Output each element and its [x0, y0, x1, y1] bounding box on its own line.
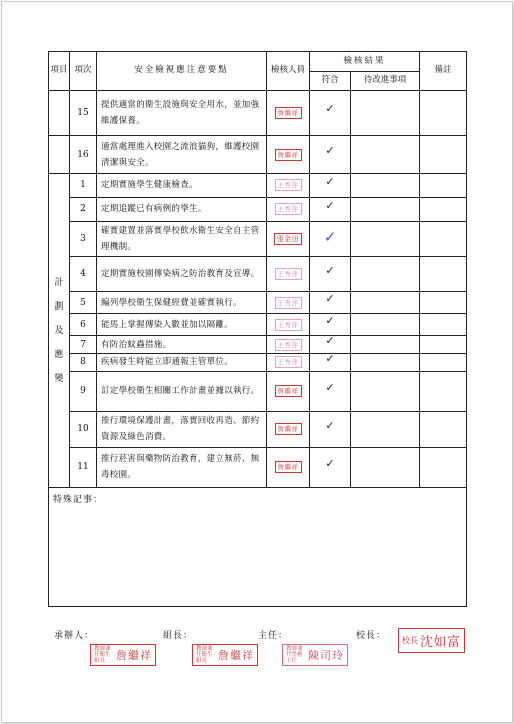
pass-cell — [310, 314, 351, 336]
header-inspector: 檢核人員 — [267, 52, 310, 91]
leader-label: 組長： — [163, 631, 194, 641]
check-mark: ✓ — [325, 314, 335, 328]
remark-cell — [420, 90, 467, 136]
check-mark: ✓ — [325, 418, 335, 432]
inspector-stamp: 王秀萍 — [275, 268, 302, 280]
inspector-cell — [267, 314, 310, 336]
inspector-cell — [267, 412, 310, 447]
todo-cell — [351, 353, 420, 371]
check-point-text: 有防治蚊蟲措施。 — [97, 336, 267, 354]
table-row — [49, 90, 467, 136]
check-point-text: 能馬上掌握傳染人數並加以隔離。 — [97, 314, 267, 336]
inspector-stamp: 王秀萍 — [275, 356, 302, 368]
remark-cell — [420, 292, 467, 314]
seq-number: 7 — [70, 336, 97, 354]
check-point-text: 定期實施校園傳染病之防治教育及宣導。 — [97, 257, 267, 292]
check-mark: ✓ — [325, 380, 335, 394]
check-point-text: 適當處理進入校園之流浪貓狗，維護校園清潔與安全。 — [97, 136, 267, 173]
table-row — [49, 412, 467, 447]
leader-stamp: 教師兼任衛生組長 詹繼祥 — [192, 644, 258, 666]
inspection-table — [48, 51, 467, 607]
category-char: 及 — [54, 325, 64, 336]
todo-cell — [351, 136, 420, 173]
table-row — [49, 336, 467, 354]
inspector-cell — [267, 90, 310, 136]
header-pass: 符合 — [310, 71, 351, 90]
category-cell-empty — [49, 136, 70, 173]
seq-number: 2 — [70, 197, 97, 221]
remark-cell — [420, 447, 467, 488]
header-seq: 項次 — [70, 52, 97, 91]
inspector-cell — [267, 447, 310, 488]
category-char: 變 — [54, 373, 64, 384]
handler-stamp: 教師兼任衛生組長 詹繼祥 — [90, 644, 156, 666]
remark-cell — [420, 221, 467, 256]
check-mark: ✓ — [325, 292, 335, 306]
special-notes-label: 特殊記事： — [53, 495, 104, 506]
seq-number: 1 — [70, 173, 97, 197]
inspector-stamp: 詹繼祥 — [275, 107, 302, 119]
seq-number: 5 — [70, 292, 97, 314]
todo-cell — [351, 447, 420, 488]
pass-cell — [310, 371, 351, 412]
remark-cell — [420, 197, 467, 221]
inspector-stamp: 王秀萍 — [275, 319, 302, 331]
table-row — [49, 221, 467, 256]
handler-label: 承辦人： — [54, 631, 95, 641]
pass-cell — [310, 173, 351, 197]
check-point-text: 推行菸害與藥物防治教育，建立無菸、無毒校園。 — [97, 447, 267, 488]
header-remark: 備註 — [420, 52, 467, 91]
table-row — [49, 257, 467, 292]
check-mark: ✓ — [323, 227, 337, 246]
seq-number: 3 — [70, 221, 97, 256]
remark-cell — [420, 257, 467, 292]
todo-cell — [351, 292, 420, 314]
pass-cell — [310, 136, 351, 173]
check-point-text: 疾病發生時能立即通報主管單位。 — [97, 353, 267, 371]
header-item: 項目 — [49, 52, 70, 91]
pass-cell — [310, 412, 351, 447]
director-stamp: 教師兼代學務主任 陳司玲 — [282, 644, 348, 666]
todo-cell — [351, 371, 420, 412]
seq-number: 15 — [70, 90, 97, 136]
director-label: 主任： — [258, 631, 289, 641]
todo-cell — [351, 90, 420, 136]
check-point-text: 確實建置並落實學校飲水衛生安全自主管理機制。 — [97, 221, 267, 256]
principal-stamp: 校長 沈如富 — [398, 628, 465, 653]
check-point-text: 推行環境保護計畫，落實回收再造、節約資源及綠色消費。 — [97, 412, 267, 447]
remark-cell — [420, 173, 467, 197]
inspector-stamp: 王秀萍 — [275, 203, 302, 215]
inspector-cell — [267, 353, 310, 371]
pass-cell — [310, 353, 351, 371]
header-todo: 待改進事項 — [351, 71, 420, 90]
inspector-cell — [267, 257, 310, 292]
category-char: 應 — [54, 349, 64, 360]
check-mark: ✓ — [325, 174, 335, 188]
table-row — [49, 447, 467, 488]
pass-cell — [310, 336, 351, 354]
check-point-text: 編列學校衛生保健經費並確實執行。 — [97, 292, 267, 314]
table-row — [49, 353, 467, 371]
todo-cell — [351, 314, 420, 336]
pass-cell — [310, 447, 351, 488]
remark-cell — [420, 371, 467, 412]
inspector-stamp: 詹繼祥 — [275, 461, 302, 473]
inspector-cell — [267, 173, 310, 197]
table-row — [49, 371, 467, 412]
inspector-stamp: 詹繼祥 — [275, 423, 302, 435]
inspector-cell — [267, 292, 310, 314]
todo-cell — [351, 221, 420, 256]
seq-number: 4 — [70, 257, 97, 292]
inspector-cell — [267, 197, 310, 221]
category-char: 劃 — [54, 301, 64, 312]
inspector-stamp: 詹繼祥 — [275, 385, 302, 397]
seq-number: 16 — [70, 136, 97, 173]
special-notes — [49, 488, 467, 607]
principal-label: 校長： — [356, 631, 387, 641]
seq-number: 9 — [70, 371, 97, 412]
remark-cell — [420, 136, 467, 173]
inspector-stamp: 張金田 — [274, 233, 303, 245]
remark-cell — [420, 412, 467, 447]
seq-number: 6 — [70, 314, 97, 336]
remark-cell — [420, 314, 467, 336]
table-row — [49, 173, 467, 197]
check-point-text: 訂定學校衛生相關工作計畫並據以執行。 — [97, 371, 267, 412]
header-result: 檢核結果 — [310, 52, 420, 72]
table-row — [49, 292, 467, 314]
check-mark: ✓ — [325, 198, 335, 212]
category-char: 計 — [54, 277, 64, 288]
todo-cell — [351, 173, 420, 197]
inspector-stamp: 詹繼祥 — [275, 149, 302, 161]
todo-cell — [351, 197, 420, 221]
table-row — [49, 197, 467, 221]
check-point-text: 定期實施學生健康檢查。 — [97, 173, 267, 197]
check-mark: ✓ — [325, 351, 335, 365]
remark-cell — [420, 336, 467, 354]
category-cell-empty — [49, 90, 70, 136]
table-row — [49, 136, 467, 173]
todo-cell — [351, 412, 420, 447]
inspector-stamp: 王秀萍 — [275, 179, 302, 191]
inspector-stamp: 王秀萍 — [275, 297, 302, 309]
table-row — [49, 314, 467, 336]
pass-cell — [310, 221, 351, 256]
check-mark: ✓ — [325, 334, 335, 348]
remark-cell — [420, 353, 467, 371]
check-point-text: 提供適當的衛生設施與安全用水，並加強維護保養。 — [97, 90, 267, 136]
seq-number: 11 — [70, 447, 97, 488]
header-points: 安全檢視應注意要點 — [97, 52, 267, 91]
inspector-cell — [267, 221, 310, 256]
pass-cell — [310, 257, 351, 292]
seq-number: 8 — [70, 353, 97, 371]
category-plan — [49, 173, 70, 487]
pass-cell — [310, 90, 351, 136]
pass-cell — [310, 292, 351, 314]
inspector-stamp: 王秀萍 — [275, 339, 302, 351]
inspector-cell — [267, 136, 310, 173]
check-mark: ✓ — [325, 102, 335, 116]
check-mark: ✓ — [325, 456, 335, 470]
todo-cell — [351, 336, 420, 354]
todo-cell — [351, 257, 420, 292]
check-mark: ✓ — [325, 263, 335, 277]
check-mark: ✓ — [325, 144, 335, 158]
pass-cell — [310, 197, 351, 221]
inspector-cell — [267, 336, 310, 354]
seq-number: 10 — [70, 412, 97, 447]
check-point-text: 定期追蹤已有病例的學生。 — [97, 197, 267, 221]
inspector-cell — [267, 371, 310, 412]
